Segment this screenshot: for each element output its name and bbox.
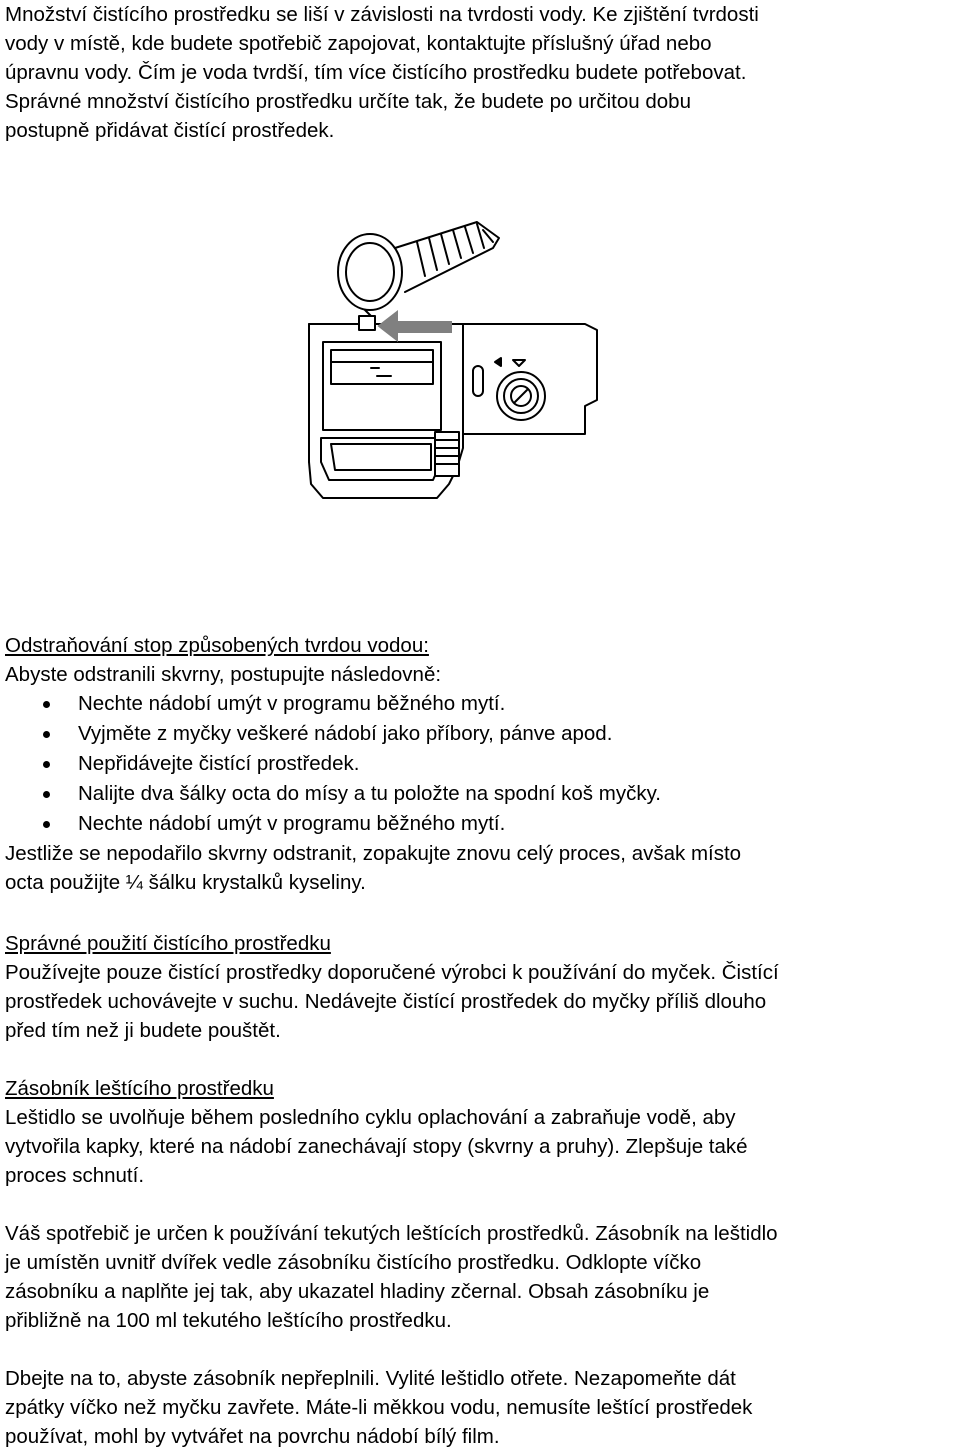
intro-line: Množství čistícího prostředku se liší v závislosti na tvrdosti vody. Ke zjištění tvrdosti (5, 3, 759, 26)
list-item: Nechte nádobí umýt v programu běžného mytí. (5, 809, 956, 839)
paragraph-line: vytvořila kapky, které na nádobí zanechávají stopy (skvrny a pruhy). Zlepšuje také (5, 1135, 748, 1158)
paragraph-line: Používejte pouze čistící prostředky doporučené výrobci k používání do myček. Čistící (5, 961, 779, 984)
section-heading: Odstraňování stop způsobených tvrdou vodou: (5, 634, 429, 657)
rinse-aid-section (5, 1074, 956, 1190)
intro-line: vody v místě, kde budete spotřebič zapojovat, kontaktujte příslušný úřad nebo (5, 32, 712, 55)
steps-list (5, 689, 956, 839)
detergent-dispenser-illustration (267, 200, 623, 518)
paragraph-line: prostředek uchovávejte v suchu. Nedávejte čistící prostředek do myčky příliš dlouho (5, 990, 767, 1013)
list-item: Vyjměte z myčky veškeré nádobí jako příbory, pánve apod. (5, 719, 956, 749)
paragraph-line: proces schnutí. (5, 1164, 145, 1187)
list-item: Nepřidávejte čistící prostředek. (5, 749, 956, 779)
intro-paragraph (5, 0, 956, 145)
detergent-use-section (5, 929, 956, 1045)
paragraph-line: Leštidlo se uvolňuje během posledního cyklu oplachování a zabraňuje vodě, aby (5, 1106, 736, 1129)
hard-water-section (5, 631, 956, 897)
intro-line: postupně přidávat čistící prostředek. (5, 119, 335, 142)
rinse-aid-paragraph-2 (5, 1219, 956, 1335)
paragraph-line: Dbejte na to, abyste zásobník nepřeplnili. Vylité leštidlo otřete. Nezapomeňte dát (5, 1367, 736, 1390)
section-intro: Abyste odstranili skvrny, postupujte následovně: (5, 663, 442, 686)
intro-line: Správné množství čistícího prostředku určíte tak, že budete po určitou dobu (5, 90, 691, 113)
list-item: Nechte nádobí umýt v programu běžného mytí. (5, 689, 956, 719)
paragraph-line: Jestliže se nepodařilo skvrny odstranit, zopakujte znovu celý proces, avšak místo (5, 842, 742, 865)
paragraph-line: používat, mohl by vytvářet na povrchu nádobí bílý film. (5, 1425, 500, 1448)
section-heading: Zásobník leštícího prostředku (5, 1077, 274, 1100)
paragraph-line: octa použijte ¼ šálku krystalků kyseliny. (5, 871, 366, 894)
rinse-aid-paragraph-3 (5, 1364, 956, 1451)
paragraph-line: je umístěn uvnitř dvířek vedle zásobníku čistícího prostředku. Odklopte víčko (5, 1251, 702, 1274)
paragraph-line: před tím než ji budete pouštět. (5, 1019, 281, 1042)
section-heading: Správné použití čistícího prostředku (5, 932, 331, 955)
list-item: Nalijte dva šálky octa do mísy a tu položte na spodní koš myčky. (5, 779, 956, 809)
paragraph-line: zásobníku a naplňte jej tak, aby ukazatel hladiny zčernal. Obsah zásobníku je (5, 1280, 710, 1303)
paragraph-line: zpátky víčko než myčku zavřete. Máte-li měkkou vodu, nemusíte leštící prostředek (5, 1396, 753, 1419)
paragraph-line: přibližně na 100 ml tekutého leštícího prostředku. (5, 1309, 452, 1332)
intro-line: úpravnu vody. Čím je voda tvrdší, tím více čistícího prostředku budete potřebovat. (5, 61, 747, 84)
paragraph-line: Váš spotřebič je určen k používání tekutých leštících prostředků. Zásobník na leštidlo (5, 1222, 778, 1245)
